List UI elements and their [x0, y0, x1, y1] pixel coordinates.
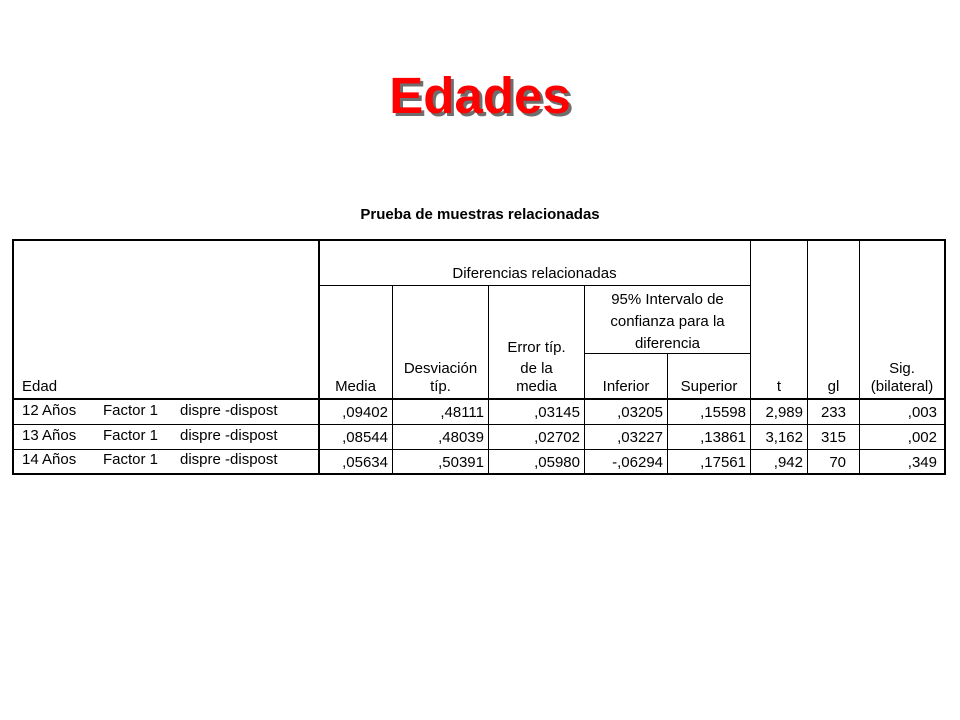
header-divider: [585, 353, 750, 354]
header-error-2: de la: [520, 360, 553, 377]
header-edad: Edad: [22, 378, 58, 395]
row-edad: 13 Años: [22, 427, 77, 444]
cell-superior: ,17561: [700, 454, 746, 471]
row-divider: [12, 449, 946, 450]
table-caption: Prueba de muestras relacionadas: [360, 206, 600, 223]
cell-error: ,05980: [534, 454, 580, 471]
cell-error: ,02702: [534, 429, 580, 446]
cell-t: ,942: [773, 454, 803, 471]
header-divider: [319, 285, 750, 286]
row-factor: Factor 1: [103, 427, 159, 444]
cell-inferior: ,03205: [617, 404, 663, 421]
header-error-3: media: [516, 378, 557, 395]
header-t: t: [776, 378, 782, 395]
cell-sig: ,349: [907, 454, 937, 471]
group-header-diferencias: Diferencias relacionadas: [452, 265, 617, 282]
cell-superior: ,15598: [700, 404, 746, 421]
cell-gl: 233: [820, 404, 846, 421]
cell-desviacion: ,48111: [440, 404, 484, 421]
cell-sig: ,002: [907, 429, 937, 446]
row-par: dispre -dispost: [180, 427, 278, 444]
cell-media: ,08544: [342, 429, 388, 446]
header-superior: Superior: [680, 378, 738, 395]
cell-superior: ,13861: [700, 429, 746, 446]
cell-desviacion: ,50391: [438, 454, 484, 471]
cell-media: ,09402: [342, 404, 388, 421]
row-par: dispre -dispost: [180, 402, 278, 419]
header-inferior: Inferior: [602, 378, 650, 395]
header-desviacion-1: Desviación: [403, 360, 478, 377]
cell-gl: 70: [829, 454, 846, 471]
header-gl: gl: [827, 378, 840, 395]
cell-inferior: ,03227: [617, 429, 663, 446]
header-sig-1: Sig.: [889, 360, 915, 377]
cell-gl: 315: [820, 429, 846, 446]
cell-desviacion: ,48039: [438, 429, 484, 446]
row-factor: Factor 1: [103, 451, 159, 468]
cell-sig: ,003: [907, 404, 937, 421]
row-factor: Factor 1: [103, 402, 159, 419]
cell-t: 3,162: [765, 429, 803, 446]
row-par: dispre -dispost: [180, 451, 278, 468]
cell-media: ,05634: [342, 454, 388, 471]
row-divider: [12, 424, 946, 425]
cell-inferior: -,06294: [612, 454, 663, 471]
ci-header-line-3: diferencia: [634, 335, 701, 352]
cell-t: 2,989: [765, 404, 803, 421]
header-desviacion-2: típ.: [430, 378, 451, 395]
row-edad: 14 Años: [22, 451, 77, 468]
header-error-1: Error típ.: [507, 339, 566, 356]
ci-header-line-1: 95% Intervalo de: [611, 291, 724, 308]
ci-header-line-2: confianza para la: [610, 313, 725, 330]
cell-error: ,03145: [534, 404, 580, 421]
row-edad: 12 Años: [22, 402, 77, 419]
header-media: Media: [335, 378, 376, 395]
header-sig-2: (bilateral): [870, 378, 934, 395]
slide-title: Edades: [389, 67, 571, 124]
header-body-divider: [12, 398, 946, 400]
